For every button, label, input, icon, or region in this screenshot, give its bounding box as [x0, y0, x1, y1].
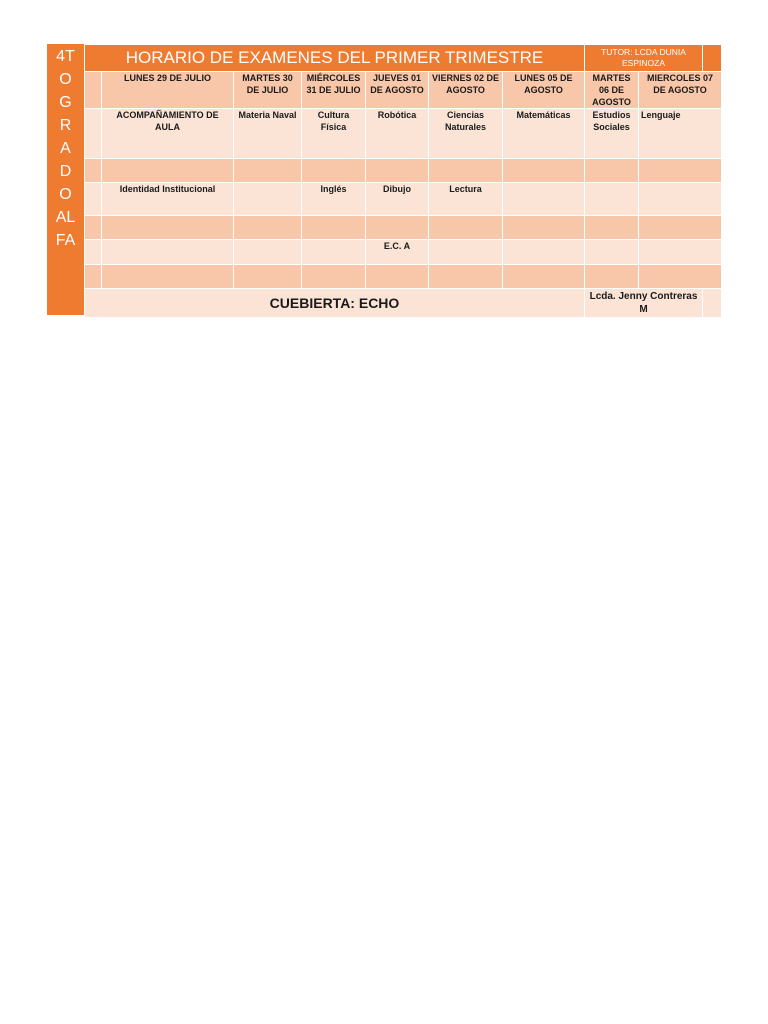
blank-cell	[703, 45, 722, 72]
day-header: MARTES 30 DE JULIO	[234, 72, 302, 109]
subject-cell: Lenguaje	[639, 109, 722, 159]
subject-cell: Cultura Física	[302, 109, 366, 159]
subject-cell	[429, 240, 503, 265]
schedule-row	[85, 183, 722, 216]
subject-cell: Estudios Sociales	[585, 109, 639, 159]
footer-row	[85, 289, 722, 318]
subject-cell	[639, 216, 722, 240]
subject-cell	[234, 216, 302, 240]
schedule-row	[85, 159, 722, 183]
subject-cell	[234, 240, 302, 265]
schedule-title: HORARIO DE EXAMENES DEL PRIMER TRIMESTRE	[85, 45, 585, 72]
subject-cell: Inglés	[302, 183, 366, 216]
subject-cell	[639, 240, 722, 265]
subject-cell: Materia Naval	[234, 109, 302, 159]
subject-cell: Dibujo	[366, 183, 429, 216]
subject-cell	[585, 216, 639, 240]
subject-cell	[302, 240, 366, 265]
subject-cell	[639, 159, 722, 183]
subject-cell	[429, 265, 503, 289]
grade-label-part: O	[59, 186, 72, 203]
grade-label	[47, 44, 84, 315]
subject-cell	[639, 183, 722, 216]
subject-cell	[102, 216, 234, 240]
subject-cell	[585, 240, 639, 265]
signature-label: Lcda. Jenny Contreras M	[585, 289, 703, 318]
schedule-row	[85, 240, 722, 265]
grade-label-part: O	[59, 71, 72, 88]
grade-label-part: 4T	[56, 48, 75, 65]
subject-cell	[503, 265, 585, 289]
subject-cell	[102, 159, 234, 183]
schedule-row	[85, 265, 722, 289]
day-header: LUNES 05 DE AGOSTO	[503, 72, 585, 109]
subject-cell: Robótica	[366, 109, 429, 159]
grade-label-part: D	[59, 163, 72, 180]
subject-cell: Identidad Institucional	[102, 183, 234, 216]
blank-cell	[85, 216, 102, 240]
subject-cell	[102, 240, 234, 265]
subject-cell: Lectura	[429, 183, 503, 216]
subject-cell	[234, 159, 302, 183]
subject-cell	[585, 183, 639, 216]
exam-schedule-table	[84, 44, 722, 318]
subject-cell	[366, 216, 429, 240]
subject-cell	[639, 265, 722, 289]
blank-cell	[85, 265, 102, 289]
grade-label-part: FA	[55, 232, 76, 249]
subject-cell	[429, 159, 503, 183]
subject-cell	[102, 265, 234, 289]
day-header: VIERNES 02 DE AGOSTO	[429, 72, 503, 109]
subject-cell	[585, 265, 639, 289]
cover-label: CUEBIERTA: ECHO	[85, 289, 585, 318]
day-header: MARTES 06 DE AGOSTO	[585, 72, 639, 109]
subject-cell: ACOMPAÑAMIENTO DE AULA	[102, 109, 234, 159]
blank-cell	[703, 289, 722, 318]
subject-cell	[366, 159, 429, 183]
grade-label-part: A	[60, 140, 71, 157]
subject-cell	[503, 240, 585, 265]
subject-cell	[366, 265, 429, 289]
subject-cell	[503, 183, 585, 216]
subject-cell	[302, 265, 366, 289]
grade-label-part: R	[59, 117, 72, 134]
subject-cell	[302, 159, 366, 183]
blank-cell	[85, 109, 102, 159]
tutor-label: TUTOR: LCDA DUNIA ESPINOZA	[585, 45, 703, 72]
day-header: MIÉRCOLES 31 DE JULIO	[302, 72, 366, 109]
grade-label-part: G	[59, 94, 72, 111]
subject-cell	[234, 183, 302, 216]
blank-cell	[85, 240, 102, 265]
subject-cell	[503, 216, 585, 240]
day-header-row	[85, 72, 722, 109]
subject-cell	[585, 159, 639, 183]
blank-cell	[85, 183, 102, 216]
subject-cell: Ciencias Naturales	[429, 109, 503, 159]
subject-cell	[302, 216, 366, 240]
day-header: LUNES 29 DE JULIO	[102, 72, 234, 109]
grade-label-part: AL	[55, 209, 76, 226]
blank-cell	[85, 72, 102, 109]
subject-cell: Matemáticas	[503, 109, 585, 159]
subject-cell	[503, 159, 585, 183]
schedule-row	[85, 216, 722, 240]
subject-cell: E.C. A	[366, 240, 429, 265]
subject-cell	[429, 216, 503, 240]
blank-cell	[85, 159, 102, 183]
day-header: MIERCOLES 07 DE AGOSTO	[639, 72, 722, 109]
day-header: JUEVES 01 DE AGOSTO	[366, 72, 429, 109]
schedule-row	[85, 109, 722, 159]
subject-cell	[234, 265, 302, 289]
